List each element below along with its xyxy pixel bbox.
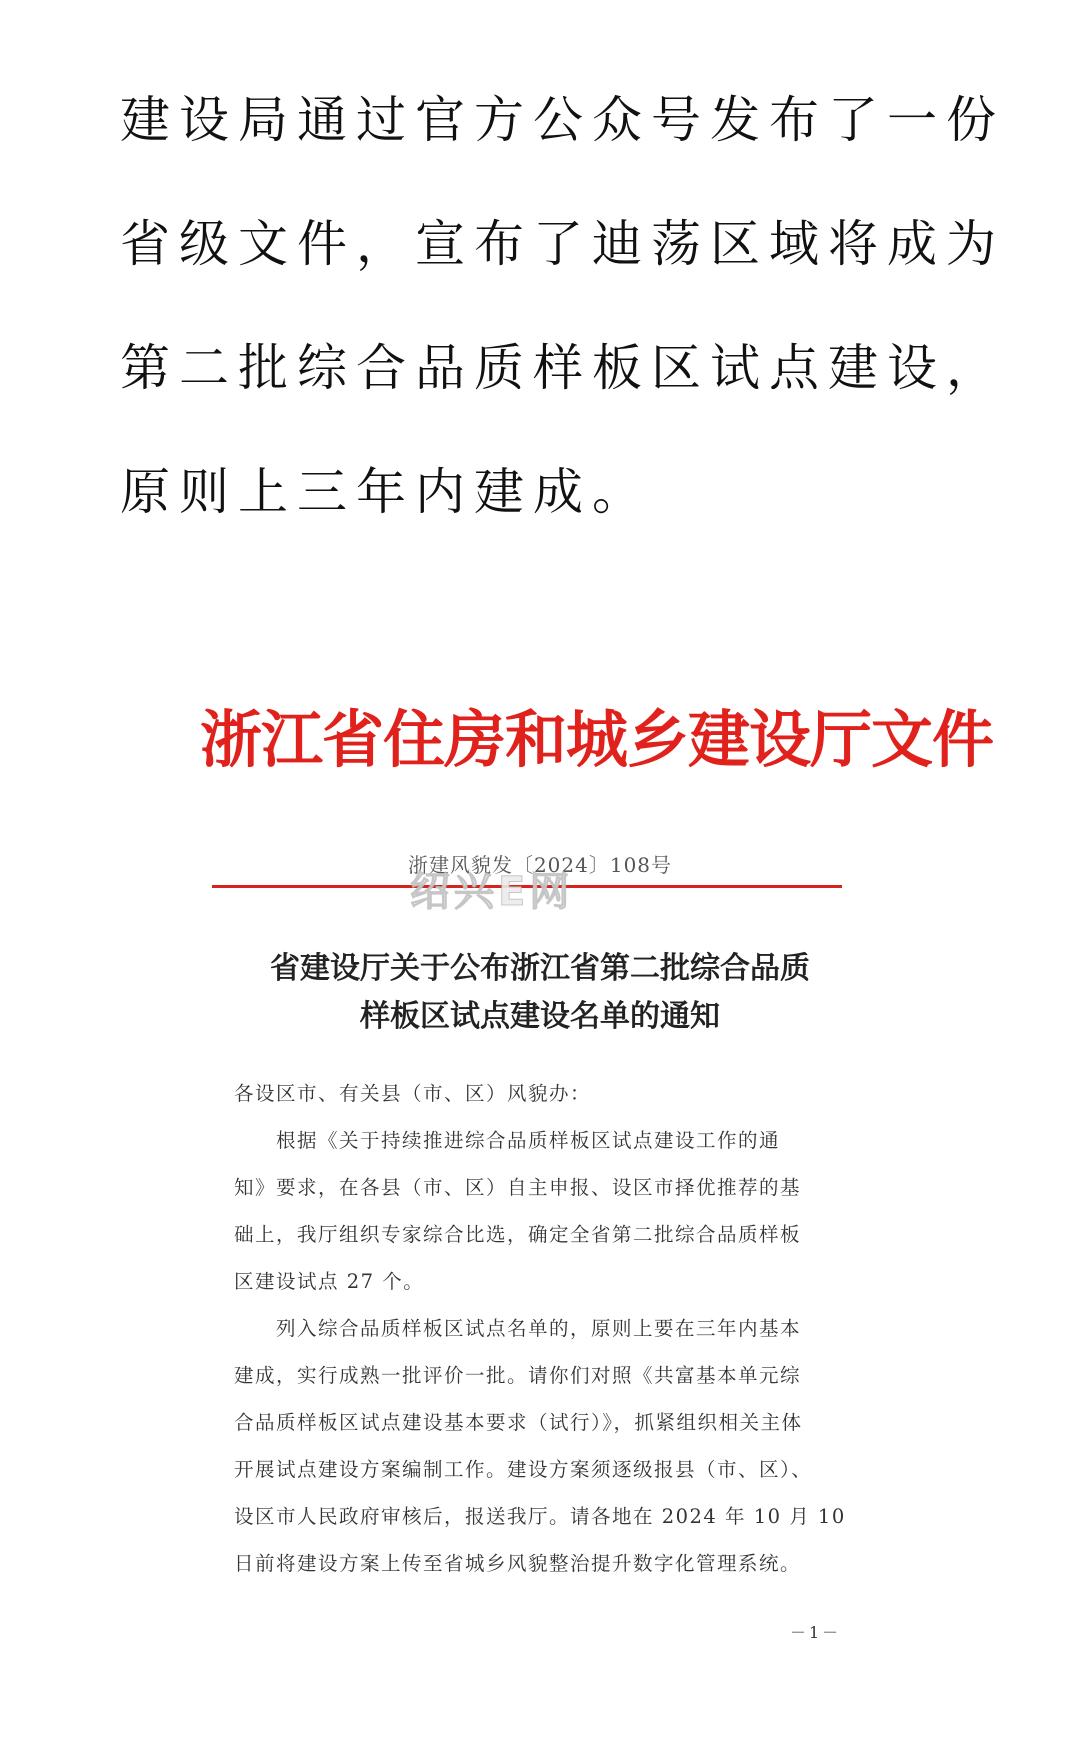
intro-line: 建设局通过官方公众号发布了一份 [120, 91, 1005, 149]
body-line: 合品质样板区试点建设基本要求（试行）》，抓紧组织相关主体 [234, 1411, 803, 1434]
intro-line: 第二批综合品质样板区试点建设， [120, 339, 1005, 397]
body-line: 根据《关于持续推进综合品质样板区试点建设工作的通 [234, 1129, 781, 1152]
body-line: 区建设试点 27 个。 [234, 1270, 425, 1293]
official-document-image [0, 660, 1080, 1660]
body-line: 知》要求，在各县（市、区）自主申报、设区市择优推荐的基 [234, 1176, 802, 1199]
document-body [234, 1070, 844, 1587]
body-line: 开展试点建设方案编制工作。建设方案须逐级报县（市、区）、 [234, 1458, 813, 1481]
intro-line: 原则上三年内建成。 [120, 463, 651, 521]
body-line: 日前将建设方案上传至省城乡风貌整治提升数字化管理系统。 [234, 1552, 802, 1575]
body-line: 建成，实行成熟一批评价一批。请你们对照《共富基本单元综 [234, 1364, 802, 1387]
watermark: 绍兴E网 [410, 869, 574, 915]
document-number: 浙建风貌发〔2024〕108号 [407, 853, 673, 877]
intro-line: 省级文件，宣布了迪荡区域将成为 [120, 215, 1005, 273]
intro-paragraph [120, 58, 1005, 554]
body-line: 列入综合品质样板区试点名单的，原则上要在三年内基本 [234, 1317, 802, 1340]
body-line: 础上，我厅组织专家综合比选，确定全省第二批综合品质样板 [234, 1223, 802, 1246]
document-title [200, 945, 880, 1041]
body-line: 各设区市、有关县（市、区）风貌办： [234, 1082, 592, 1105]
document-title-line: 样板区试点建设名单的通知 [360, 999, 720, 1034]
document-header: 浙江省住房和城乡建设厅文件 [200, 703, 994, 776]
document-title-line: 省建设厅关于公布浙江省第二批综合品质 [270, 951, 810, 986]
page-number: －1－ [790, 1623, 842, 1642]
body-line: 设区市人民政府审核后，报送我厅。请各地在 2024 年 10 月 10 [234, 1505, 846, 1528]
